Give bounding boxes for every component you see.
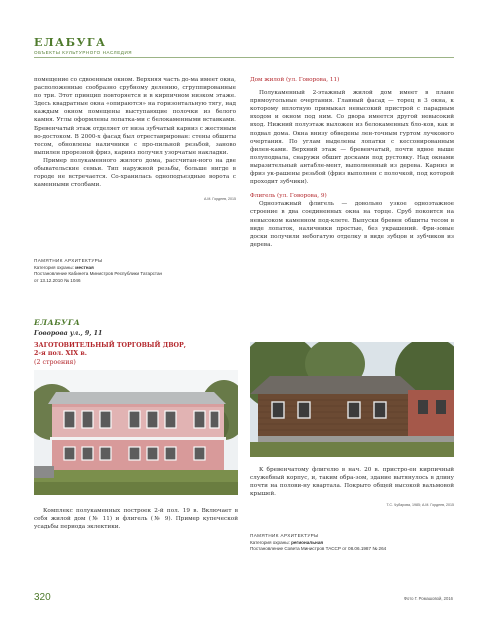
author-credit: А.М. Гордеев, 2015 [203,197,236,202]
page-number: 320 [34,592,51,603]
paragraph: Пример полукаменного жилого дома, рассчитан-ного на две обывательские семьи. Тип наружной резьбы, больше нигде в городе не встречается. Со-хранилась одноподъездные ворота с каменными столбами. [34,157,236,189]
house-photo-image [34,370,238,495]
right-column-text [250,76,454,249]
protection-category [34,265,238,272]
monument-type: ПАМЯТНИК АРХИТЕКТУРЫ [34,258,103,263]
author-credit: Т.С. Чубарова, 1985; А.М. Гордеев, 2015 [386,503,454,508]
wing-heading-address: (ул. Говорова, 9) [277,193,327,200]
decree-date: от 13.12.2010 № 1046 [34,277,81,283]
paragraph: К бревенчатому флигелю в нач. 20 в. пристро-ен кирпичный служебный корпус, и, таким обра-зом, здание вытянулось в длину почти на полови-ну квартала. Покрыто общей высокой вальмовой крышей. [250,467,454,498]
running-header-subtitle: ОБЪЕКТЫ КУЛЬТУРНОГО НАСЛЕДИЯ [34,50,133,55]
category-label: Категория охраны: [250,539,290,545]
protection-category [250,540,454,547]
monument-meta-right [250,533,454,553]
section-address: Говорова ул., 9, 11 [34,330,103,337]
monument-meta-left [34,258,238,284]
paragraph: Полукаменный 2-этажный жилой дом имеет в плане прямоугольные очертания. Главный фасад — торец в 3 окна, к которому вплотную примыкал невысокий пристрой с парадным входом и окном под ним. Со двора имеется другой невысокий вход. Нижний полуэтаж выложен из белокаменных бло-ков, как и подвал дома. Окна внизу обведены лен-точным гуртом лучкового очертания. По углам выделены лопатки с кессонированным филен-ками. Верхний этаж — бревенчатый, почти вдвое выше полуподвала, снаружи обшит досками под рустовку. Над окнами выразительный антабле-мент, выполненный из дерева. Карниз и фриз ук-рашены резьбой (фриз выполнен с полочкой, под которой проходит зубчики). [250,90,454,186]
left-bottom-text [34,507,238,531]
left-column-text [34,76,236,203]
decree-line: Постановление Совета Министров ТАССР от 08.06.1987 № 264 [250,546,387,552]
category-label: Категория охраны: [34,264,74,270]
wing-heading-name: Флигель [250,193,276,200]
subsection-heading-wing [250,192,454,200]
right-middle-text [250,466,454,509]
house-heading-address: (ул. Говорова, 11) [285,77,340,83]
section-title-line2: 2-я пол. XIX в. [34,350,87,358]
wing-photo-image [250,342,454,457]
section-city: ЕЛАБУГА [34,318,81,327]
paragraph: Комплекс полукаменных построек 2-й пол. 19 в. Включает в себя жилой дом (№ 11) и флигель (№ 9). Пример купеческой усадьбы периода эклектики. [34,508,238,531]
house-heading-name: Дом жилой [250,77,285,83]
section-title [34,342,186,367]
category-value: региональная [291,539,324,545]
wing-photo [250,342,454,457]
house-photo [34,370,238,495]
photo-credit: Фото Г. Ромашовой, 2016 [403,596,453,601]
running-header-title: ЕЛАБУГА [34,36,107,49]
monument-type: ПАМЯТНИК АРХИТЕКТУРЫ [250,533,319,538]
decree-line: Постановление Кабинета Министров Республики Татарстан [34,271,163,277]
category-value: местная [75,264,94,270]
section-title-line1: ЗАГОТОВИТЕЛЬНЫЙ ТОРГОВЫЙ ДВОР, [34,342,186,349]
section-title-line3: (2 строения) [34,358,76,366]
subsection-heading-house [250,76,454,84]
paragraph: помещение со сдвоенным окном. Верхняя часть до-ма имеет окна, расположенные сообразно срубному делению, сгруппированные по три. Этот принцип повторяется и в кирпичном низком этаже. Здесь квадратные окна «опираются» на горизонтальную тягу, над каждым окном помещены выступающие полочки из белого камня. Углы оформлены лопатка-ми с белокаменными вставками. Бревенчатый этаж отделяет от низа зубчатый карниз с жестяным во-достоком. В 2000-х фасад был отреставрирован: стены обшиты тесом, обновлены наличники с про-пильной резьбой, заново выпилен прорезной фриз, карниз получил узорчатые накладки. [34,77,236,156]
header-divider [34,57,454,58]
paragraph: Одноэтажный флигель — довольно узкое одноэтажное строение в два соединенных окна на торце. Сруб покоится на невысоком каменном под-клете. Выпуски бревен обшиты тесом в виде лопаток, наличники простые, без украшений. Фри-зовые доски получили небогатую отделку в виде зубцов и зубчиков из дерева. [250,201,454,248]
